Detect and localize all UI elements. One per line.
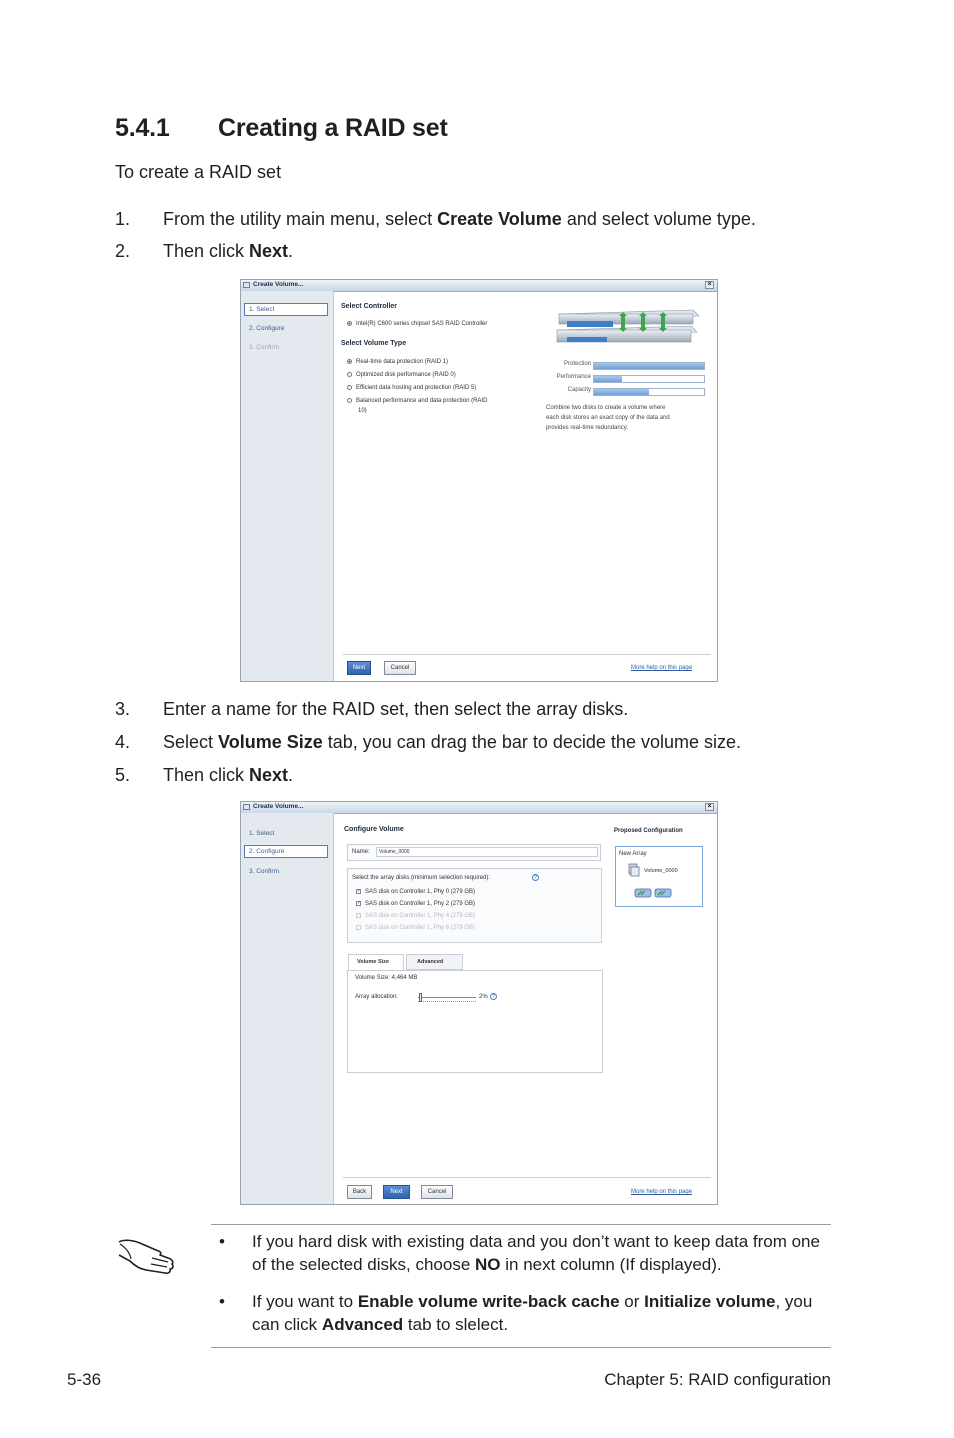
- configure-volume-heading: Configure Volume: [344, 826, 404, 833]
- dialog-title: Create Volume...: [253, 281, 304, 288]
- name-row: Name: Volume_0000: [347, 844, 601, 861]
- cancel-button[interactable]: Cancel: [421, 1185, 453, 1199]
- volume-name: Volume_0000: [644, 868, 678, 874]
- select-controller-heading: Select Controller: [341, 303, 398, 310]
- disk-selection-box: [347, 868, 602, 943]
- metric-bar: [593, 375, 705, 383]
- disk-item: SAS disk on Controller 1, Phy 4 (279 GB): [356, 913, 475, 919]
- volume-size-text: Volume Size: 4,464 MB: [355, 975, 418, 981]
- section-number: 5.4.1: [115, 114, 170, 142]
- create-volume-dialog-select: [240, 279, 718, 682]
- sidebar-item-confirm[interactable]: 3. Confirm: [249, 868, 279, 875]
- sidebar-item-confirm: 3. Confirm: [249, 344, 279, 351]
- volume-type-raid10-cont: 10): [358, 408, 367, 414]
- page-number: 5-36: [67, 1370, 102, 1389]
- metric-bar: [593, 362, 705, 370]
- slider-thumb[interactable]: [419, 993, 422, 1002]
- proposed-config-box: [615, 846, 703, 907]
- next-button[interactable]: Next: [347, 661, 371, 675]
- sidebar-item-select[interactable]: 1. Select: [249, 830, 275, 837]
- disk-item[interactable]: ✓ SAS disk on Controller 1, Phy 0 (279 GB): [357, 888, 476, 896]
- volume-type-raid0[interactable]: Optimized disk performance (RAID 0): [347, 372, 456, 378]
- note-item: If you want to Enable volume write-back cache or Initialize volume, you can click Advanced tab to slelect.: [252, 1292, 813, 1334]
- volume-type-raid1[interactable]: Real-time data protection (RAID 1): [347, 359, 448, 365]
- tab-volume-size[interactable]: Volume Size: [348, 954, 404, 970]
- help-icon[interactable]: ?: [532, 874, 539, 881]
- sidebar-item-select[interactable]: 1. Select: [249, 306, 275, 313]
- disk-pair-icon: [634, 887, 674, 899]
- create-volume-dialog-configure: [240, 801, 718, 1205]
- sidebar-item-configure[interactable]: 2. Configure: [249, 325, 285, 332]
- app-icon: [243, 804, 250, 810]
- metric-label: Capacity: [567, 387, 591, 393]
- allocation-percent: 2%: [479, 994, 488, 1000]
- volume-type-raid5[interactable]: Efficient data hosting and protection (RAID 5): [347, 385, 476, 391]
- cancel-button[interactable]: Cancel: [384, 661, 416, 675]
- metric-label: Protection: [563, 361, 591, 367]
- new-array-label: New Array: [619, 851, 647, 857]
- help-link[interactable]: More help on this page: [631, 665, 693, 671]
- metric-bar-fill: [594, 363, 704, 369]
- back-button[interactable]: Back: [347, 1185, 372, 1199]
- proposed-config-heading: Proposed Configuration: [614, 828, 683, 834]
- sidebar-item-configure[interactable]: 2. Configure: [249, 848, 285, 855]
- disk-item: SAS disk on Controller 1, Phy 6 (279 GB): [356, 925, 475, 931]
- volume-type-raid10[interactable]: Balanced performance and data protection (RAID: [347, 398, 487, 404]
- disks-label: Select the array disks (minimum selection required):: [352, 875, 491, 881]
- controller-option[interactable]: Intel(R) C600 series chipset SAS RAID Controller: [347, 321, 487, 327]
- metric-bar-fill: [594, 389, 649, 395]
- raid-disks-illustration: [553, 306, 701, 350]
- close-icon[interactable]: ×: [705, 803, 714, 811]
- next-button[interactable]: Next: [383, 1185, 410, 1199]
- help-link[interactable]: More help on this page: [631, 1189, 693, 1195]
- metric-bar-fill: [594, 376, 622, 382]
- note-item: If you hard disk with existing data and you don’t want to keep data from one of the selected disks, choose NO in next column (If displayed).: [252, 1232, 820, 1274]
- note-bullet: •: [219, 1292, 225, 1311]
- hand-note-icon: [116, 1228, 178, 1274]
- volume-size-panel: [347, 970, 603, 1073]
- array-allocation-label: Array allocation:: [355, 994, 399, 1000]
- close-icon[interactable]: ×: [705, 281, 714, 289]
- intro-text: To create a RAID set: [115, 162, 282, 182]
- section-title: Creating a RAID set: [218, 114, 448, 142]
- volume-type-description: Combine two disks to create a volume where each disk stores an exact copy of the data and provides real-time redundancy.: [546, 405, 670, 431]
- chapter-label: Chapter 5: RAID configuration: [604, 1370, 831, 1389]
- metric-label: Performance: [556, 374, 591, 380]
- tab-advanced[interactable]: Advanced: [406, 954, 463, 970]
- dialog-title: Create Volume...: [253, 803, 304, 810]
- volume-icon: [628, 863, 640, 877]
- metric-bar: [593, 388, 705, 396]
- wizard-sidebar: [241, 813, 334, 1204]
- allocation-slider[interactable]: [418, 993, 476, 1003]
- wizard-sidebar: [241, 291, 334, 681]
- app-icon: [243, 282, 250, 288]
- disk-item[interactable]: ✓ SAS disk on Controller 1, Phy 2 (279 GB): [357, 900, 476, 908]
- help-icon[interactable]: ?: [490, 993, 497, 1000]
- select-volume-type-heading: Select Volume Type: [341, 340, 407, 347]
- name-input[interactable]: Volume_0000: [376, 847, 598, 857]
- note-bullet: •: [219, 1232, 225, 1251]
